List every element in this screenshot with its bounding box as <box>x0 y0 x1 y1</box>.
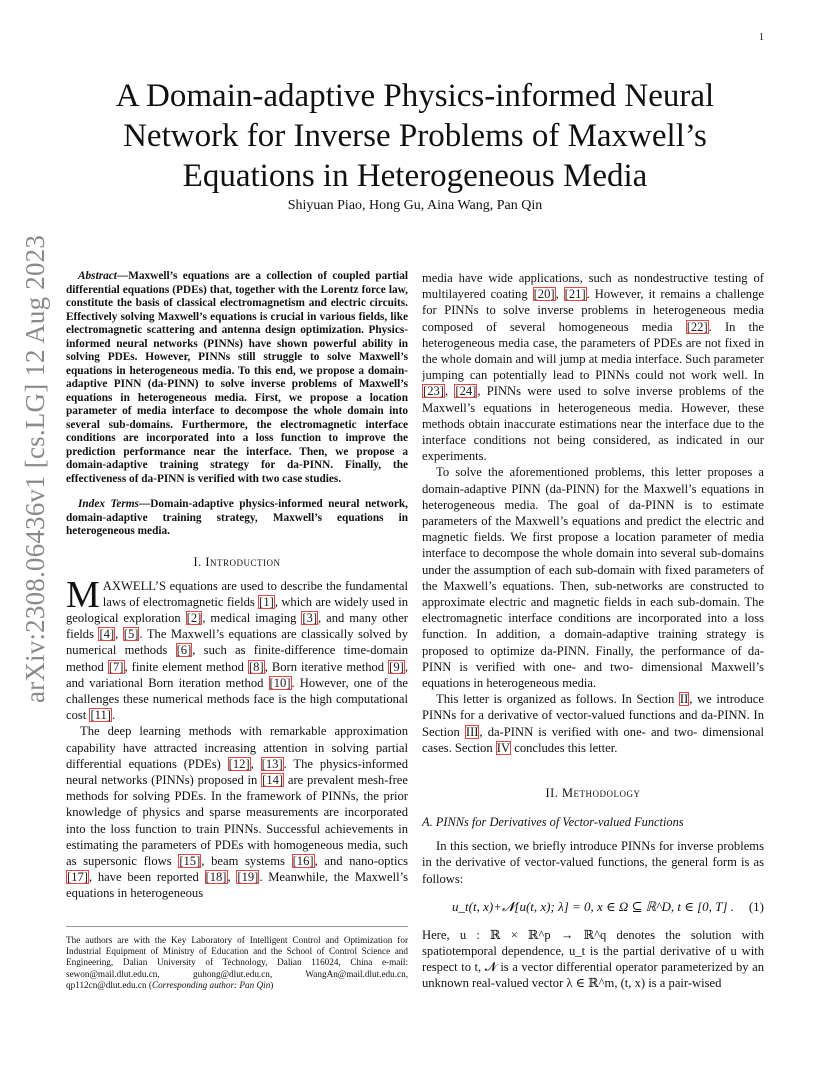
index-terms <box>66 498 408 539</box>
intro-paragraph-2: The deep learning methods with remarkable approximation capability have attracted increasing attention in solving partial differential equations (PDEs) [12], [13]. The physics-informed neural networks (PINNs) proposed in [14] are prevalent mesh-free methods for solving PDEs. In the framework of PINNs, the prior knowledge of physics and sparse measurements are incorporated into the loss function to train PINNs. Successful achievements in estimating the parameters of PDEs with homogeneous media, such as supersonic flows [15], beam systems [16], and nano-optics [17], have been reported [18], [19]. Meanwhile, the Maxwell’s equations in heterogeneous <box>66 724 409 901</box>
citation-link[interactable]: [14] <box>262 772 284 787</box>
citation-link[interactable]: [12] <box>228 756 250 771</box>
section-heading-introduction: I. Introduction <box>193 554 281 569</box>
right-column <box>422 270 764 992</box>
intro-paragraph-5: This letter is organized as follows. In Section II, we introduce PINNs for a derivative of vector-valued functions and da-PINN. In Section III, da-PINN is verified with one- and two- dimensional cases. Section IV concludes this letter. <box>422 692 764 755</box>
section-link[interactable]: III <box>465 724 479 739</box>
citation-link[interactable]: [3] <box>302 610 318 625</box>
method-paragraph-1: In this section, we briefly introduce PINNs for inverse problems in the derivative of vector-valued functions, the general form is as follows: <box>422 839 764 886</box>
citation-link[interactable]: [9] <box>389 659 404 674</box>
citation-link[interactable]: [11] <box>90 708 111 723</box>
citation-link[interactable]: [6] <box>176 643 192 658</box>
left-column <box>66 270 408 902</box>
method-paragraph-2: Here, u : ℝ × ℝ^p → ℝ^q denotes the solution with spatiotemporal dependence, u_t is the partial derivative of u with respect to t, 𝓝 is a vector differential operator parameterized by an unknown real-valued vector λ ∈ ℝ^m, (t, x) is a pair-wised <box>422 927 764 991</box>
citation-link[interactable]: [7] <box>108 659 124 674</box>
section-link[interactable]: II <box>679 692 689 707</box>
citation-link[interactable]: [8] <box>248 659 264 674</box>
author-affiliation-footnote: The authors are with the Key Laboratory of Intelligent Control and Optimization for Industrial Equipment of Ministry of Education and the School of Control Science and Engineering, Dalian University of Technology, Dalian 116024, China e-mail: sewon@mail.dlut.edu.cn, guhong@dlut.edu.cn, WangAn@mail.dlut.edu.cn, qp112cn@dlut.edu.cn (Corresponding author: Pan Qin) <box>66 926 408 991</box>
citation-link[interactable]: [16] <box>292 853 314 868</box>
drop-cap: M <box>66 573 100 616</box>
citation-link[interactable]: [2] <box>186 610 202 625</box>
abstract <box>66 270 408 486</box>
citation-link[interactable]: [4] <box>99 627 115 642</box>
abstract-label: Abstract <box>78 270 117 282</box>
section-heading-methodology: II. Methodology <box>545 786 641 801</box>
intro-paragraph-1: MAXWELL’S equations are used to describe the fundamental laws of electromagnetic fields [1], which are widely used in geological exploration [2], medical imaging [3], and many other fields [4], [5]. The Maxwell’s equations are classically solved by numerical methods [6], such as finite-difference time-domain method [7], finite element method [8], Born iterative method [9], and variational Born iteration method [10]. However, one of the challenges these numerical methods face is the high computational cost [11]. <box>66 573 409 723</box>
citation-link[interactable]: [13] <box>261 756 283 771</box>
citation-link[interactable]: [24] <box>455 384 477 399</box>
citation-link[interactable]: [20] <box>533 287 555 302</box>
equation-body: u_t(t, x)+𝓝[u(t, x); λ] = 0, x ∈ Ω ⊆ ℝ^D, t ∈ [0, T] . <box>452 898 734 914</box>
intro-paragraph-3: media have wide applications, such as nondestructive testing of multilayered coating [20], [21]. However, it remains a challenge for PINNs to solve inverse problems in heterogeneous media composed of several homogeneous media [22]. In the heterogeneous media case, the parameters of PDEs are not fixed in the whole domain and will jump at media interface. Such parameter jumping can potentially lead to PINNs could not work well. In [23], [24], PINNs were used to solve inverse problems of the Maxwell’s equations in heterogeneous media. However, these methods obtain inaccurate estimations near the interface due to the interface conditions not being considered, as indicated in our experiments. <box>422 271 764 464</box>
intro-paragraph-4: To solve the aforementioned problems, this letter proposes a domain-adaptive PINN (da-PINN) for the Maxwell’s equations in heterogeneous media. The goal of da-PINN is to estimate parameters of the Maxwell’s equations and predict the electric and magnetic fields. We first propose a location parameter of media interface to decompose the whole domain into several sub-domains under the assumption of each sub-domain with fixed parameters of the Maxwell’s equations. Then, sub-networks are constructed to approximate electric and magnetic fields in each sub-domain. The electromagnetic interface conditions are incorporated into a loss function. In addition, a domain-adaptive training strategy is proposed to optimize da-PINN. Finally, the performance of da-PINN is verified with one- and two- dimensional Maxwell’s equations in heterogeneous media. <box>422 465 764 691</box>
subsection-heading: A. PINNs for Derivatives of Vector-valued Functions <box>422 815 684 830</box>
citation-link[interactable]: [19] <box>237 870 259 885</box>
equation-1 <box>422 897 764 917</box>
abstract-text: —Maxwell’s equations are a collection of coupled partial differential equations (PDEs) that, together with the Lorentz force law, constitute the basis of classical electromagnetism and electric circuits. Effectively solving Maxwell’s equations is crucial in various fields, like electromagnetic scattering and antenna design optimization. Physics-informed neural networks (PINNs) have shown powerful ability in solving PDEs. However, PINNs still struggle to solve Maxwell’s equations in heterogeneous media. To this end, we propose a domain-adaptive PINN (da-PINN) to solve inverse problems of Maxwell’s equations in heterogeneous media. First, we propose a location parameter of media interface to decompose the whole domain into several sub-domains. Furthermore, the electromagnetic interface conditions are incorporated into a loss function to improve the prediction performance near the interface. Then, we propose a domain-adaptive training strategy for da-PINN. Finally, the effectiveness of da-PINN is verified with two case studies. <box>66 270 408 485</box>
paper-title: A Domain-adaptive Physics-informed Neural Network for Inverse Problems of Maxwell’s Equations in Heterogeneous Media <box>115 78 715 194</box>
equation-number: (1) <box>748 898 764 914</box>
citation-link[interactable]: [23] <box>423 384 444 399</box>
arxiv-identifier-stamp[interactable]: arXiv:2308.06436v1 [cs.LG] 12 Aug 2023 <box>20 234 50 703</box>
citation-link[interactable]: [22] <box>686 319 708 334</box>
citation-link[interactable]: [21] <box>564 287 586 302</box>
index-terms-text: —Domain-adaptive physics-informed neural network, domain-adaptive training strategy, Maxwell’s equations in heterogeneous media. <box>66 498 408 537</box>
citation-link[interactable]: [18] <box>205 870 227 885</box>
section-link[interactable]: IV <box>496 740 511 755</box>
citation-link[interactable]: [15] <box>179 853 201 868</box>
index-terms-label: Index Terms <box>78 498 139 510</box>
author-list: Shiyuan Piao, Hong Gu, Aina Wang, Pan Qin <box>287 198 543 213</box>
citation-link[interactable]: [1] <box>259 594 274 609</box>
citation-link[interactable]: [5] <box>123 627 139 642</box>
page-number: 1 <box>759 32 764 43</box>
citation-link[interactable]: [10] <box>269 675 291 690</box>
citation-link[interactable]: [17] <box>67 870 88 885</box>
